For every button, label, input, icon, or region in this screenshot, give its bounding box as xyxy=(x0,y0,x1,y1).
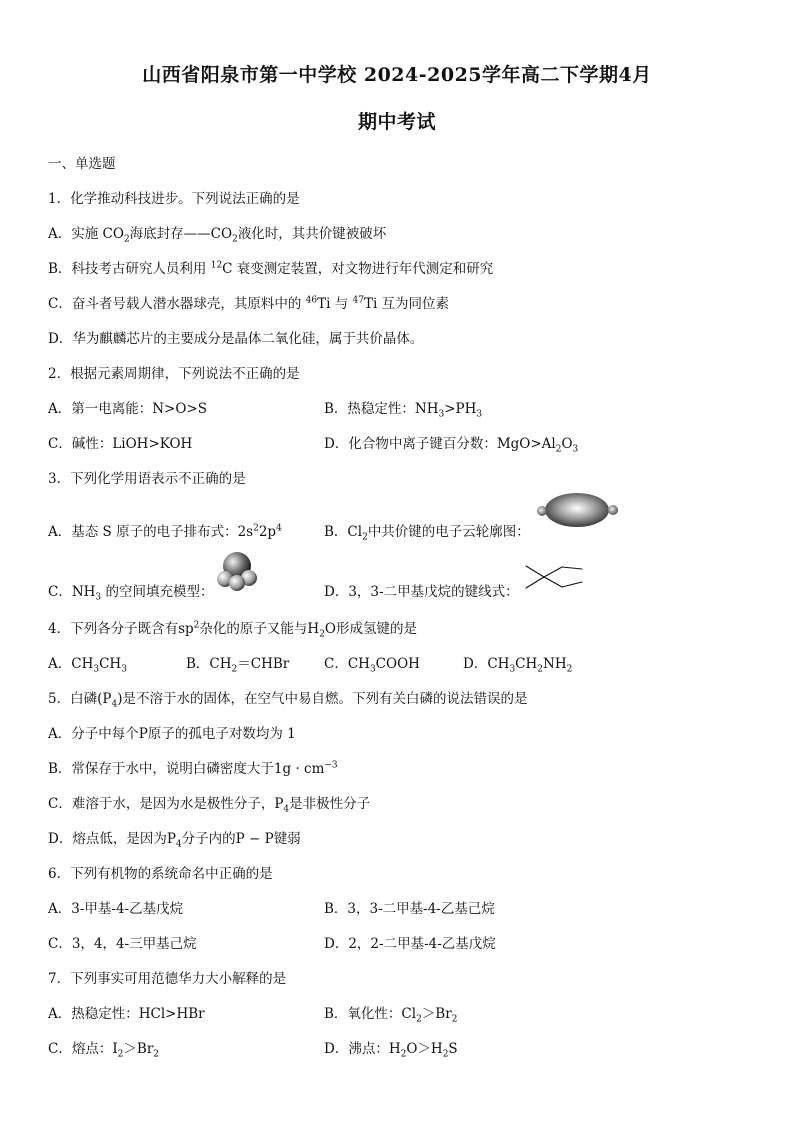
question-6-stem: 6．下列有机物的系统命名中正确的是 xyxy=(48,866,273,882)
section-heading: 一、单选题 xyxy=(48,156,116,172)
question-4-stem: 4．下列各分子既含有$sp^2$杂化的原子又能与$H_2O$形成氢键的是 xyxy=(48,620,417,640)
question-3-option-b: B．$Cl_2$中共价键的电子云轮廓图： xyxy=(324,524,530,543)
title-line-2: 期中考试 xyxy=(357,111,436,133)
title-line-1: 山西省阳泉市第一中学校 2024-2025学年高二下学期4月 xyxy=(142,64,652,86)
question-7-stem: 7．下列事实可用范德华力大小解释的是 xyxy=(48,971,287,987)
question-5-option-d: D．熔点低，是因为$P_4$分子内的P − P键弱 xyxy=(48,831,301,850)
question-1-option-d: D．华为麒麟芯片的主要成分是晶体二氧化硅，属于共价晶体。 xyxy=(48,331,424,347)
question-3-option-a: A．基态 S 原子的电子排布式：$2s^22p^4$ xyxy=(48,523,282,540)
question-7-option-c: C．熔点：$I_2>Br_2$ xyxy=(48,1041,160,1060)
question-4-option-b: B．$CH_2=CHBr$ xyxy=(186,656,290,675)
question-5-stem: 5．白磷$(P_4)$是不溶于水的固体，在空气中易自燃。下列有关白磷的说法错误的是 xyxy=(48,691,528,710)
question-6-option-a: A．3-甲基-4-乙基戊烷 xyxy=(48,901,184,917)
skeletal-formula-figure xyxy=(522,562,586,592)
question-2-option-a: A．第一电离能：N>O>S xyxy=(48,401,208,417)
question-7-option-b: B．氧化性：$Cl_2>Br_2$ xyxy=(324,1006,458,1025)
question-2-option-c: C．碱性：LiOH>KOH xyxy=(48,436,193,452)
cl2-electron-cloud-figure xyxy=(534,488,620,532)
question-6-option-c: C．3，4，4-三甲基己烷 xyxy=(48,936,197,952)
question-2-stem: 2．根据元素周期律，下列说法不正确的是 xyxy=(48,366,300,382)
question-5-option-c: C．难溶于水，是因为水是极性分子，$P_4$是非极性分子 xyxy=(48,796,371,815)
question-6-option-b: B．3，3-二甲基-4-乙基己烷 xyxy=(324,901,495,917)
question-1-stem: 1．化学推动科技进步。下列说法正确的是 xyxy=(48,191,300,207)
question-4-option-a: A．$CH_3CH_3$ xyxy=(48,656,127,675)
question-4-option-c: C．$CH_3COOH$ xyxy=(324,656,420,675)
question-3-option-d: D．3，3-二甲基戊烷的键线式： xyxy=(324,584,519,600)
h-atom-bottom xyxy=(229,575,245,591)
nh3-space-filling-model xyxy=(212,548,262,592)
question-3-option-c: C．$NH_3$ 的空间填充模型： xyxy=(48,584,214,603)
question-1-option-a: A．实施 $CO_2$海底封存$——CO_2$液化时，其共价键被破坏 xyxy=(48,226,387,245)
question-7-option-d: D．沸点：$H_2O>H_2S$ xyxy=(324,1041,458,1060)
question-5-option-a: A．分子中每个P原子的孤电子对数均为 1 xyxy=(48,726,296,742)
question-2-option-d: D．化合物中离子键百分数：$MgO>Al_2O_3$ xyxy=(324,436,579,455)
question-4-option-d: D．$CH_3CH_2NH_2$ xyxy=(463,656,573,675)
question-7-option-a: A．热稳定性：HCl>HBr xyxy=(48,1006,205,1022)
question-5-option-b: B．常保存于水中，说明白磷密度大于$1g \cdot cm^{-3}$ xyxy=(48,760,338,777)
question-6-option-d: D．2，2-二甲基-4-乙基戊烷 xyxy=(324,936,496,952)
cloud-lobe xyxy=(545,493,609,527)
cl-atom-right xyxy=(608,505,618,515)
question-1-option-c: C．奋斗者号载人潜水器球壳，其原料中的 $^{46}$Ti 与 $^{47}$Ti 互为同位素 xyxy=(48,295,450,312)
question-3-stem: 3．下列化学用语表示不正确的是 xyxy=(48,471,246,487)
question-2-option-b: B．热稳定性：$NH_3>PH_3$ xyxy=(324,401,483,420)
question-1-option-b: B．科技考古研究人员利用 $^{12}$C 衰变测定装置，对文物进行年代测定和研究 xyxy=(48,260,494,277)
cl-atom-left xyxy=(537,506,547,516)
